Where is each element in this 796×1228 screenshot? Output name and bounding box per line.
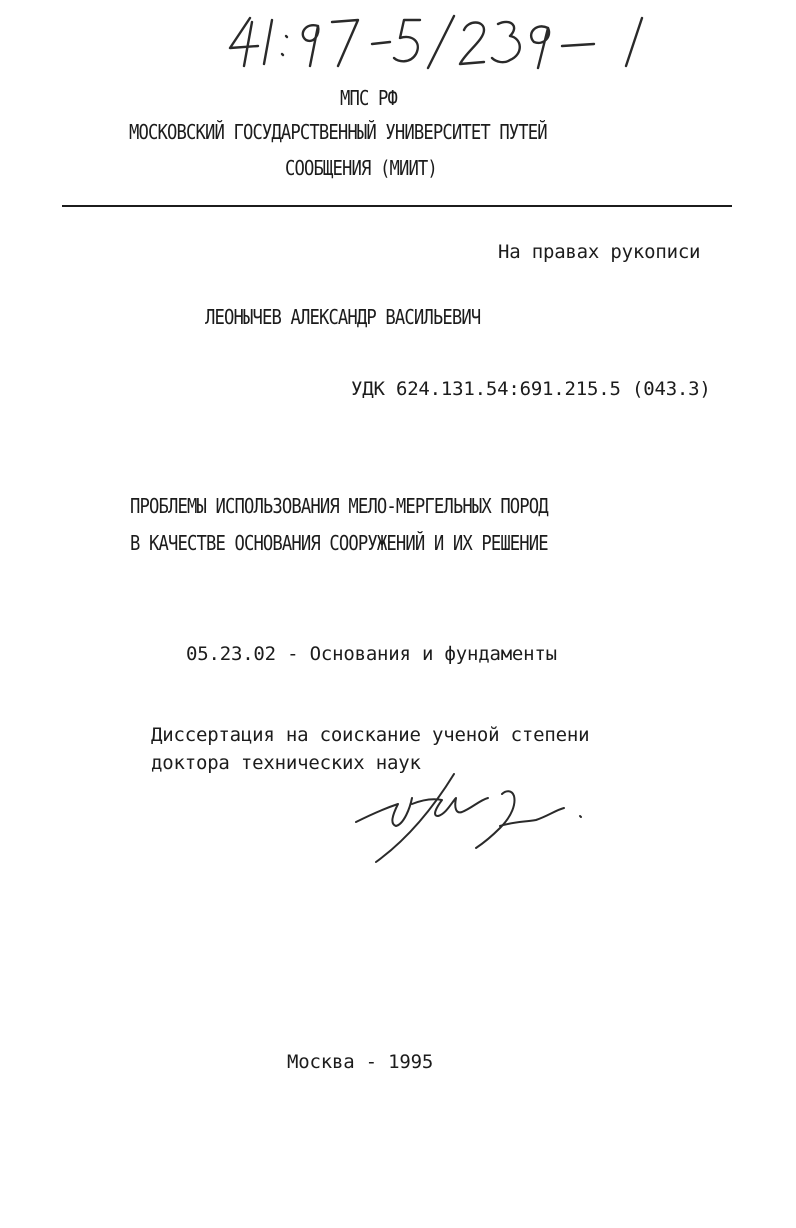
ministry-abbreviation: МПС РФ <box>340 86 397 110</box>
thesis-title-line2: В КАЧЕСТВЕ ОСНОВАНИЯ СООРУЖЕНИЙ И ИХ РЕШЕНИЕ <box>130 531 548 555</box>
degree-statement-line1: Диссертация на соискание ученой степени <box>151 724 590 746</box>
degree-statement-line2: доктора технических наук <box>151 752 421 774</box>
archive-code-text <box>222 4 662 74</box>
university-name-line1: МОСКОВСКИЙ ГОСУДАРСТВЕННЫЙ УНИВЕРСИТЕТ ПУТЕЙ <box>129 120 547 144</box>
header-divider <box>62 205 732 207</box>
place-and-year: Москва - 1995 <box>287 1051 434 1073</box>
signature-strokes <box>352 764 592 864</box>
author-signature <box>352 764 592 864</box>
author-name: ЛЕОНЫЧЕВ АЛЕКСАНДР ВАСИЛЬЕВИЧ <box>205 305 481 329</box>
manuscript-note: На правах рукописи <box>498 241 701 263</box>
udc-code: УДК 624.131.54:691.215.5 (043.3) <box>351 378 711 400</box>
specialty-code: 05.23.02 - Основания и фундаменты <box>186 643 557 665</box>
thesis-title-line1: ПРОБЛЕМЫ ИСПОЛЬЗОВАНИЯ МЕЛО-МЕРГЕЛЬНЫХ ПОРОД <box>130 494 548 518</box>
archive-code-handwritten <box>222 4 662 74</box>
university-name-line2: СООБЩЕНИЯ (МИИТ) <box>285 156 437 180</box>
